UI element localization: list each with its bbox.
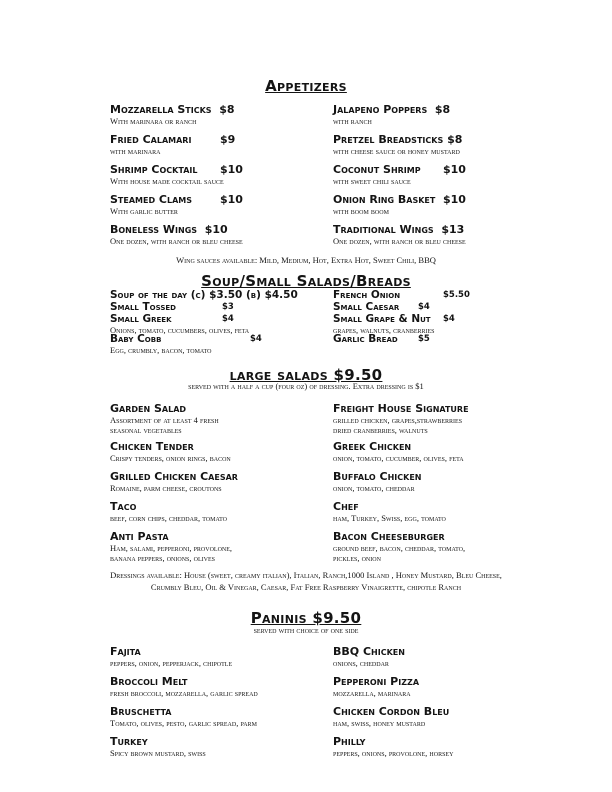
item-name: Chicken Cordon Bleu xyxy=(333,705,450,718)
small-caesar-price: $4 xyxy=(418,302,430,312)
small-greek-desc: Onions, tomato, cucumbers, olives, feta xyxy=(110,325,250,335)
item-name: Traditional Wings xyxy=(333,223,434,236)
small-grape-nut-name: Small Grape & Nut xyxy=(333,313,431,325)
menu-item xyxy=(110,470,360,493)
wing-sauces-note: Wing sauces available: Mild, Medium, Hot, Extra Hot, Sweet Chili, BBQ xyxy=(176,255,436,265)
menu-item xyxy=(110,705,360,728)
item-price: $13 xyxy=(441,223,465,236)
item-name: Steamed Clams xyxy=(110,193,193,206)
item-name: Turkey xyxy=(110,735,148,748)
item-price: $9 xyxy=(220,133,236,146)
item-description: mozzarella, marinara xyxy=(333,688,411,698)
baby-cobb-price: $4 xyxy=(250,334,262,344)
item-description: One dozen, with ranch or bleu cheese xyxy=(110,236,243,246)
menu-item xyxy=(333,193,583,216)
item-price: $10 xyxy=(220,193,243,206)
item-description: fresh broccoli, mozzarella, garlic spread xyxy=(110,688,258,698)
item-name: Buffalo Chicken xyxy=(333,470,422,483)
menu-item xyxy=(333,705,583,728)
item-name: Onion Ring Basket xyxy=(333,193,436,206)
item-description: with boom boom xyxy=(333,206,389,216)
item-price: $10 xyxy=(220,163,243,176)
small-grape-nut-price: $4 xyxy=(443,314,455,324)
menu-item xyxy=(333,163,583,186)
item-price: $10 xyxy=(443,193,466,206)
item-name: Taco xyxy=(110,500,137,513)
menu-item xyxy=(333,530,583,563)
item-name: Grilled Chicken Caesar xyxy=(110,470,238,483)
menu-item xyxy=(110,675,360,698)
item-name: Philly xyxy=(333,735,366,748)
menu-item xyxy=(333,500,583,523)
menu-item xyxy=(333,223,583,246)
paninis-heading: Paninis $9.50 xyxy=(250,609,362,627)
item-description: Romaine, parm cheese, croutons xyxy=(110,483,222,493)
item-price: $8 xyxy=(219,103,235,116)
item-description: beef, corn chips, cheddar, tomato xyxy=(110,513,228,523)
small-greek-name: Small Greek xyxy=(110,313,172,325)
small-tossed-name: Small Tossed xyxy=(110,301,176,313)
menu-item xyxy=(110,500,360,523)
item-name: Bacon Cheeseburger xyxy=(333,530,445,543)
menu-item xyxy=(110,193,360,216)
french-onion-price: $5.50 xyxy=(443,290,470,300)
small-grape-nut-desc: grapes, walnuts, cranberries xyxy=(333,325,435,335)
item-name: Chef xyxy=(333,500,359,513)
item-description: With garlic butter xyxy=(110,206,178,216)
item-name: Jalapeno Poppers xyxy=(333,103,428,116)
item-name: Fajita xyxy=(110,645,141,658)
item-description: ham, Turkey, Swiss, egg, tomato xyxy=(333,513,446,523)
french-onion-name: French Onion xyxy=(333,289,401,301)
item-name: Garden Salad xyxy=(110,402,187,415)
small-caesar-name: Small Caesar xyxy=(333,301,400,313)
item-description: Tomato, olives, pesto, garlic spread, parm xyxy=(110,718,257,728)
garlic-bread-price: $5 xyxy=(418,334,430,344)
item-name: Fried Calamari xyxy=(110,133,192,146)
small-greek-price: $4 xyxy=(222,314,234,324)
menu-item xyxy=(110,223,360,246)
menu-item xyxy=(333,645,583,668)
menu-item xyxy=(333,133,583,156)
item-description: One dozen, with ranch or bleu cheese xyxy=(333,236,466,246)
item-description: Ham, salami, pepperoni, provolone, banana peppers, onions, olives xyxy=(110,543,233,563)
menu-item xyxy=(110,735,360,758)
item-description: with sweet chili sauce xyxy=(333,176,411,186)
item-name: Boneless Wings xyxy=(110,223,198,236)
item-name: Pretzel Breadsticks xyxy=(333,133,444,146)
item-description: peppers, onion, pepperjack, chipotle xyxy=(110,658,233,668)
item-name: Shrimp Cocktail xyxy=(110,163,198,176)
item-name: Chicken Tender xyxy=(110,440,194,453)
menu-item xyxy=(333,440,583,463)
menu-item xyxy=(110,402,360,435)
menu-item xyxy=(333,735,583,758)
menu-item xyxy=(110,133,360,156)
item-name: Greek Chicken xyxy=(333,440,412,453)
item-name: Coconut Shrimp xyxy=(333,163,421,176)
item-price: $10 xyxy=(443,163,466,176)
paninis-subtitle: served with choice of one side xyxy=(253,625,359,635)
item-name: Freight House Signature xyxy=(333,402,469,415)
menu-item xyxy=(110,645,360,668)
item-name: Bruschetta xyxy=(110,705,172,718)
menu-item xyxy=(110,530,360,563)
menu-item xyxy=(110,163,360,186)
item-description: Crispy tenders, onion rings, bacon xyxy=(110,453,231,463)
baby-cobb-desc: Egg, crumbly, bacon, tomato xyxy=(110,345,212,355)
small-tossed-price: $3 xyxy=(222,302,234,312)
item-name: Broccoli Melt xyxy=(110,675,188,688)
item-description: onion, tomato, cheddar xyxy=(333,483,415,493)
item-description: onions, cheddar xyxy=(333,658,389,668)
item-price: $8 xyxy=(434,103,451,116)
dressings-note: Dressings available: House (sweet, creamy italian), Italian, Ranch,1000 Island , Honey Mustard, Bleu Cheese, Crumbly Bleu, Oil & Vinegar, Caesar, Fat Free Raspberry Vinaigrette, chipotle Ranch xyxy=(110,570,502,592)
item-description: with cheese sauce or honey mustard xyxy=(333,146,460,156)
item-description: Assortment of at least 4 fresh seasonal vegetables xyxy=(110,415,219,435)
item-price: $8 xyxy=(447,133,463,146)
appetizers-heading: Appetizers xyxy=(265,77,347,95)
item-description: ham, swiss, honey mustard xyxy=(333,718,426,728)
item-description: with ranch xyxy=(333,116,372,126)
soup-of-the-day: Soup of the day (c) $3.50 (b) $4.50 xyxy=(110,289,298,301)
item-description: peppers, onions, provolone, horsey xyxy=(333,748,454,758)
item-name: Anti Pasta xyxy=(110,530,169,543)
large-salads-heading: large salads $9.50 xyxy=(229,366,383,384)
item-description: With marinara or ranch xyxy=(110,116,197,126)
item-description: With house made cocktail sauce xyxy=(110,176,224,186)
item-price: $10 xyxy=(204,223,228,236)
item-description: grilled chicken, grapes,strawberries dried cranberries, walnuts xyxy=(333,415,463,435)
item-name: Pepperoni Pizza xyxy=(333,675,420,688)
soups-heading: Soup/Small Salads/Breads xyxy=(201,272,411,290)
item-description: ground beef, bacon, cheddar, tomato, pickles, onion xyxy=(333,543,466,563)
large-salads-subtitle: served with a half a cup (four oz) of dressing. Extra dressing is $1 xyxy=(188,381,424,391)
menu-item xyxy=(333,103,583,126)
item-description: with marinara xyxy=(110,146,161,156)
garlic-bread-name: Garlic Bread xyxy=(333,333,398,345)
menu-item xyxy=(333,470,583,493)
menu-item xyxy=(110,440,360,463)
item-name: Mozzarella Sticks xyxy=(110,103,212,116)
menu-item xyxy=(333,402,583,435)
item-description: Spicy brown mustard, swiss xyxy=(110,748,206,758)
item-description: onion, tomato, cucumber, olives, feta xyxy=(333,453,464,463)
menu-item xyxy=(110,103,360,126)
item-name: BBQ Chicken xyxy=(333,645,405,658)
menu-item xyxy=(333,675,583,698)
baby-cobb-name: Baby Cobb xyxy=(110,333,162,345)
